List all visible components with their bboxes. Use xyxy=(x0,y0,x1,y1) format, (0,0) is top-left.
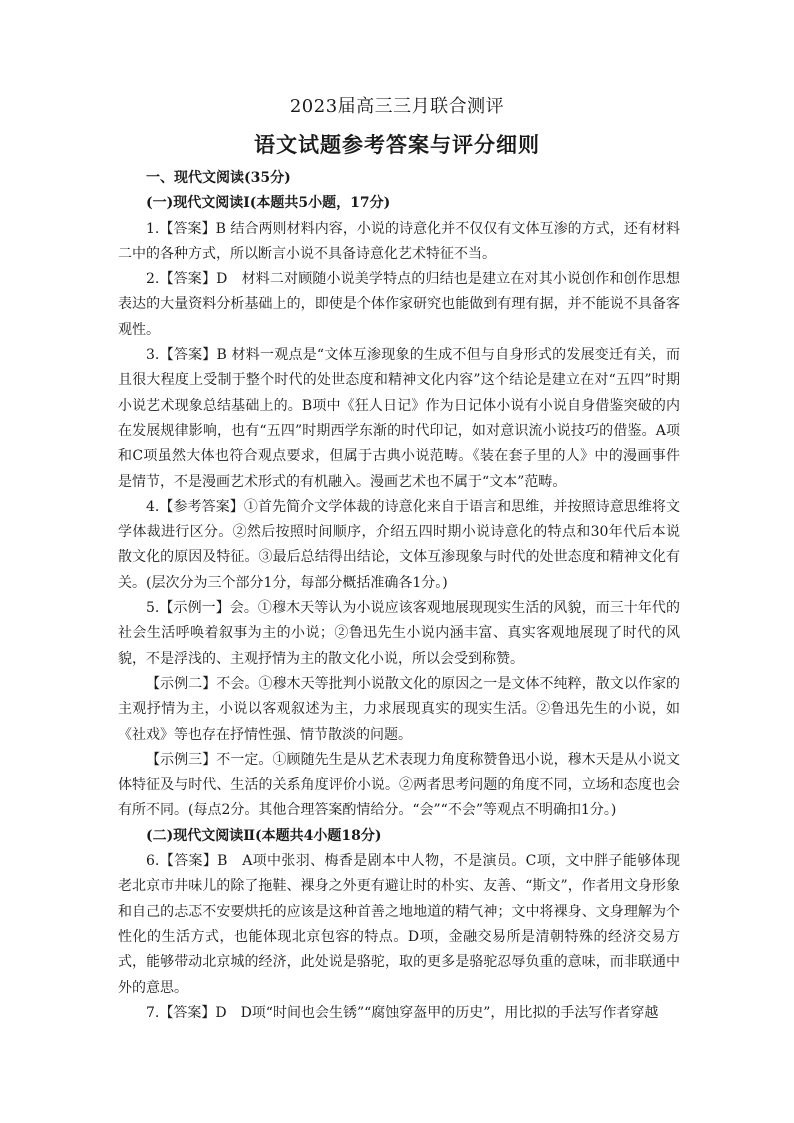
answer-7: 7.【答案】D D项“时间也会生锈”“腐蚀穿盔甲的历史”，用比拟的手法写作者穿越 xyxy=(146,1004,659,1021)
answer-3: 3.【答案】B 材料一观点是“文体互渗现象的生成不但与自身形式的发展变迁有关，而且很大程度上受制于整个时代的处世态度和精神文化内容”这个结论是建立在对“五四”时期小说艺术现象总结基础上的。B项中《狂人日记》作为日记体小说有小说自身借鉴突破的内在发展规律影响，也有“五四”时期西学东渐的时代印记，如对意识流小说技巧的借鉴。A项和C项虽然大体也符合观点要求，但属于古典小说范畴。《装在套子里的人》中的漫画事件是情节，不是漫画艺术形式的有机融入。漫画艺术也不属于“文本”范畴。 xyxy=(118,347,680,490)
exam-title: 2023届高三三月联合测评 xyxy=(289,96,505,117)
answer-1: 1.【答案】B 结合两则材料内容，小说的诗意化并不仅仅有文体互渗的方式，还有材料二中的各种方式，所以断言小说不具备诗意化艺术特征不当。 xyxy=(118,220,680,262)
answer-4: 4.【参考答案】①首先简介文学体裁的诗意化来自于语言和思维，并按照诗意思维将文学体裁进行区分。②然后按照时间顺序，介绍五四时期小说诗意化的特点和30年代后本说散文化的原因及特征。③最后总结得出结论，文体互渗现象与时代的处世态度和精神文化有关。(层次分为三个部分1分，每部分概括准确各1分。) xyxy=(118,498,680,591)
answer-2: 2.【答案】D 材料二对顾随小说美学特点的归结也是建立在对其小说创作和创作思想表达的大量资料分析基础上的，即使是个体作家研究也能做到有理有据，并不能说不具备客观性。 xyxy=(118,271,680,338)
section-heading: 一、现代文阅读(35分) xyxy=(146,170,291,186)
document-body xyxy=(118,166,680,1026)
answer-5-example-2: 【示例二】不会。①穆木天等批判小说散文化的原因之一是文体不纯粹，散文以作家的主观抒情为主，小说以客观叙述为主，力求展现真实的现实生活。②鲁迅先生的小说，如《社戏》等也存在抒情性强、情节散淡的问题。 xyxy=(118,675,680,743)
answer-5-example-3: 【示例三】不一定。①顾随先生是从艺术表现力角度称赞鲁迅小说，穆木天是从小说文体特征及与时代、生活的关系角度评价小说。②两者思考问题的角度不同，立场和态度也会有所不同。(每点2分。其他合理答案酌情给分。“会”“不会”等观点不明确扣1分。) xyxy=(118,751,680,819)
answer-6: 6.【答案】B A项中张羽、梅香是剧本中人物，不是演员。C项，文中胖子能够体现老北京市井味儿的除了拖鞋、裸身之外更有避让时的朴实、友善、“斯文”，作者用文身形象和自己的忐忑不安要烘托的应该是这种首善之地地道的精气神；文中将裸身、文身理解为个性化的生活方式，也能体现北京包容的特点。D项，金融交易所是清朝特殊的经济交易方式，能够带动北京城的经济，此处说是骆驼，取的更多是骆驼忍辱负重的意味，而非联通中外的意思。 xyxy=(118,853,680,996)
subsection-heading-2: (二)现代文阅读Ⅱ(本题共4小题18分) xyxy=(146,827,382,844)
document-subtitle: 语文试题参考答案与评分细则 xyxy=(254,132,540,157)
subsection-heading-1: (一)现代文阅读Ⅰ(本题共5小题，17分) xyxy=(146,195,391,212)
answer-5-example-1: 5.【示例一】会。①穆木天等认为小说应该客观地展现现实生活的风貌，而三十年代的社会生活呼唤着叙事为主的小说；②鲁迅先生小说内涵丰富、真实客观地展现了时代的风貌，不是浮浅的、主观抒情为主的散文化小说，所以会受到称赞。 xyxy=(118,600,680,667)
